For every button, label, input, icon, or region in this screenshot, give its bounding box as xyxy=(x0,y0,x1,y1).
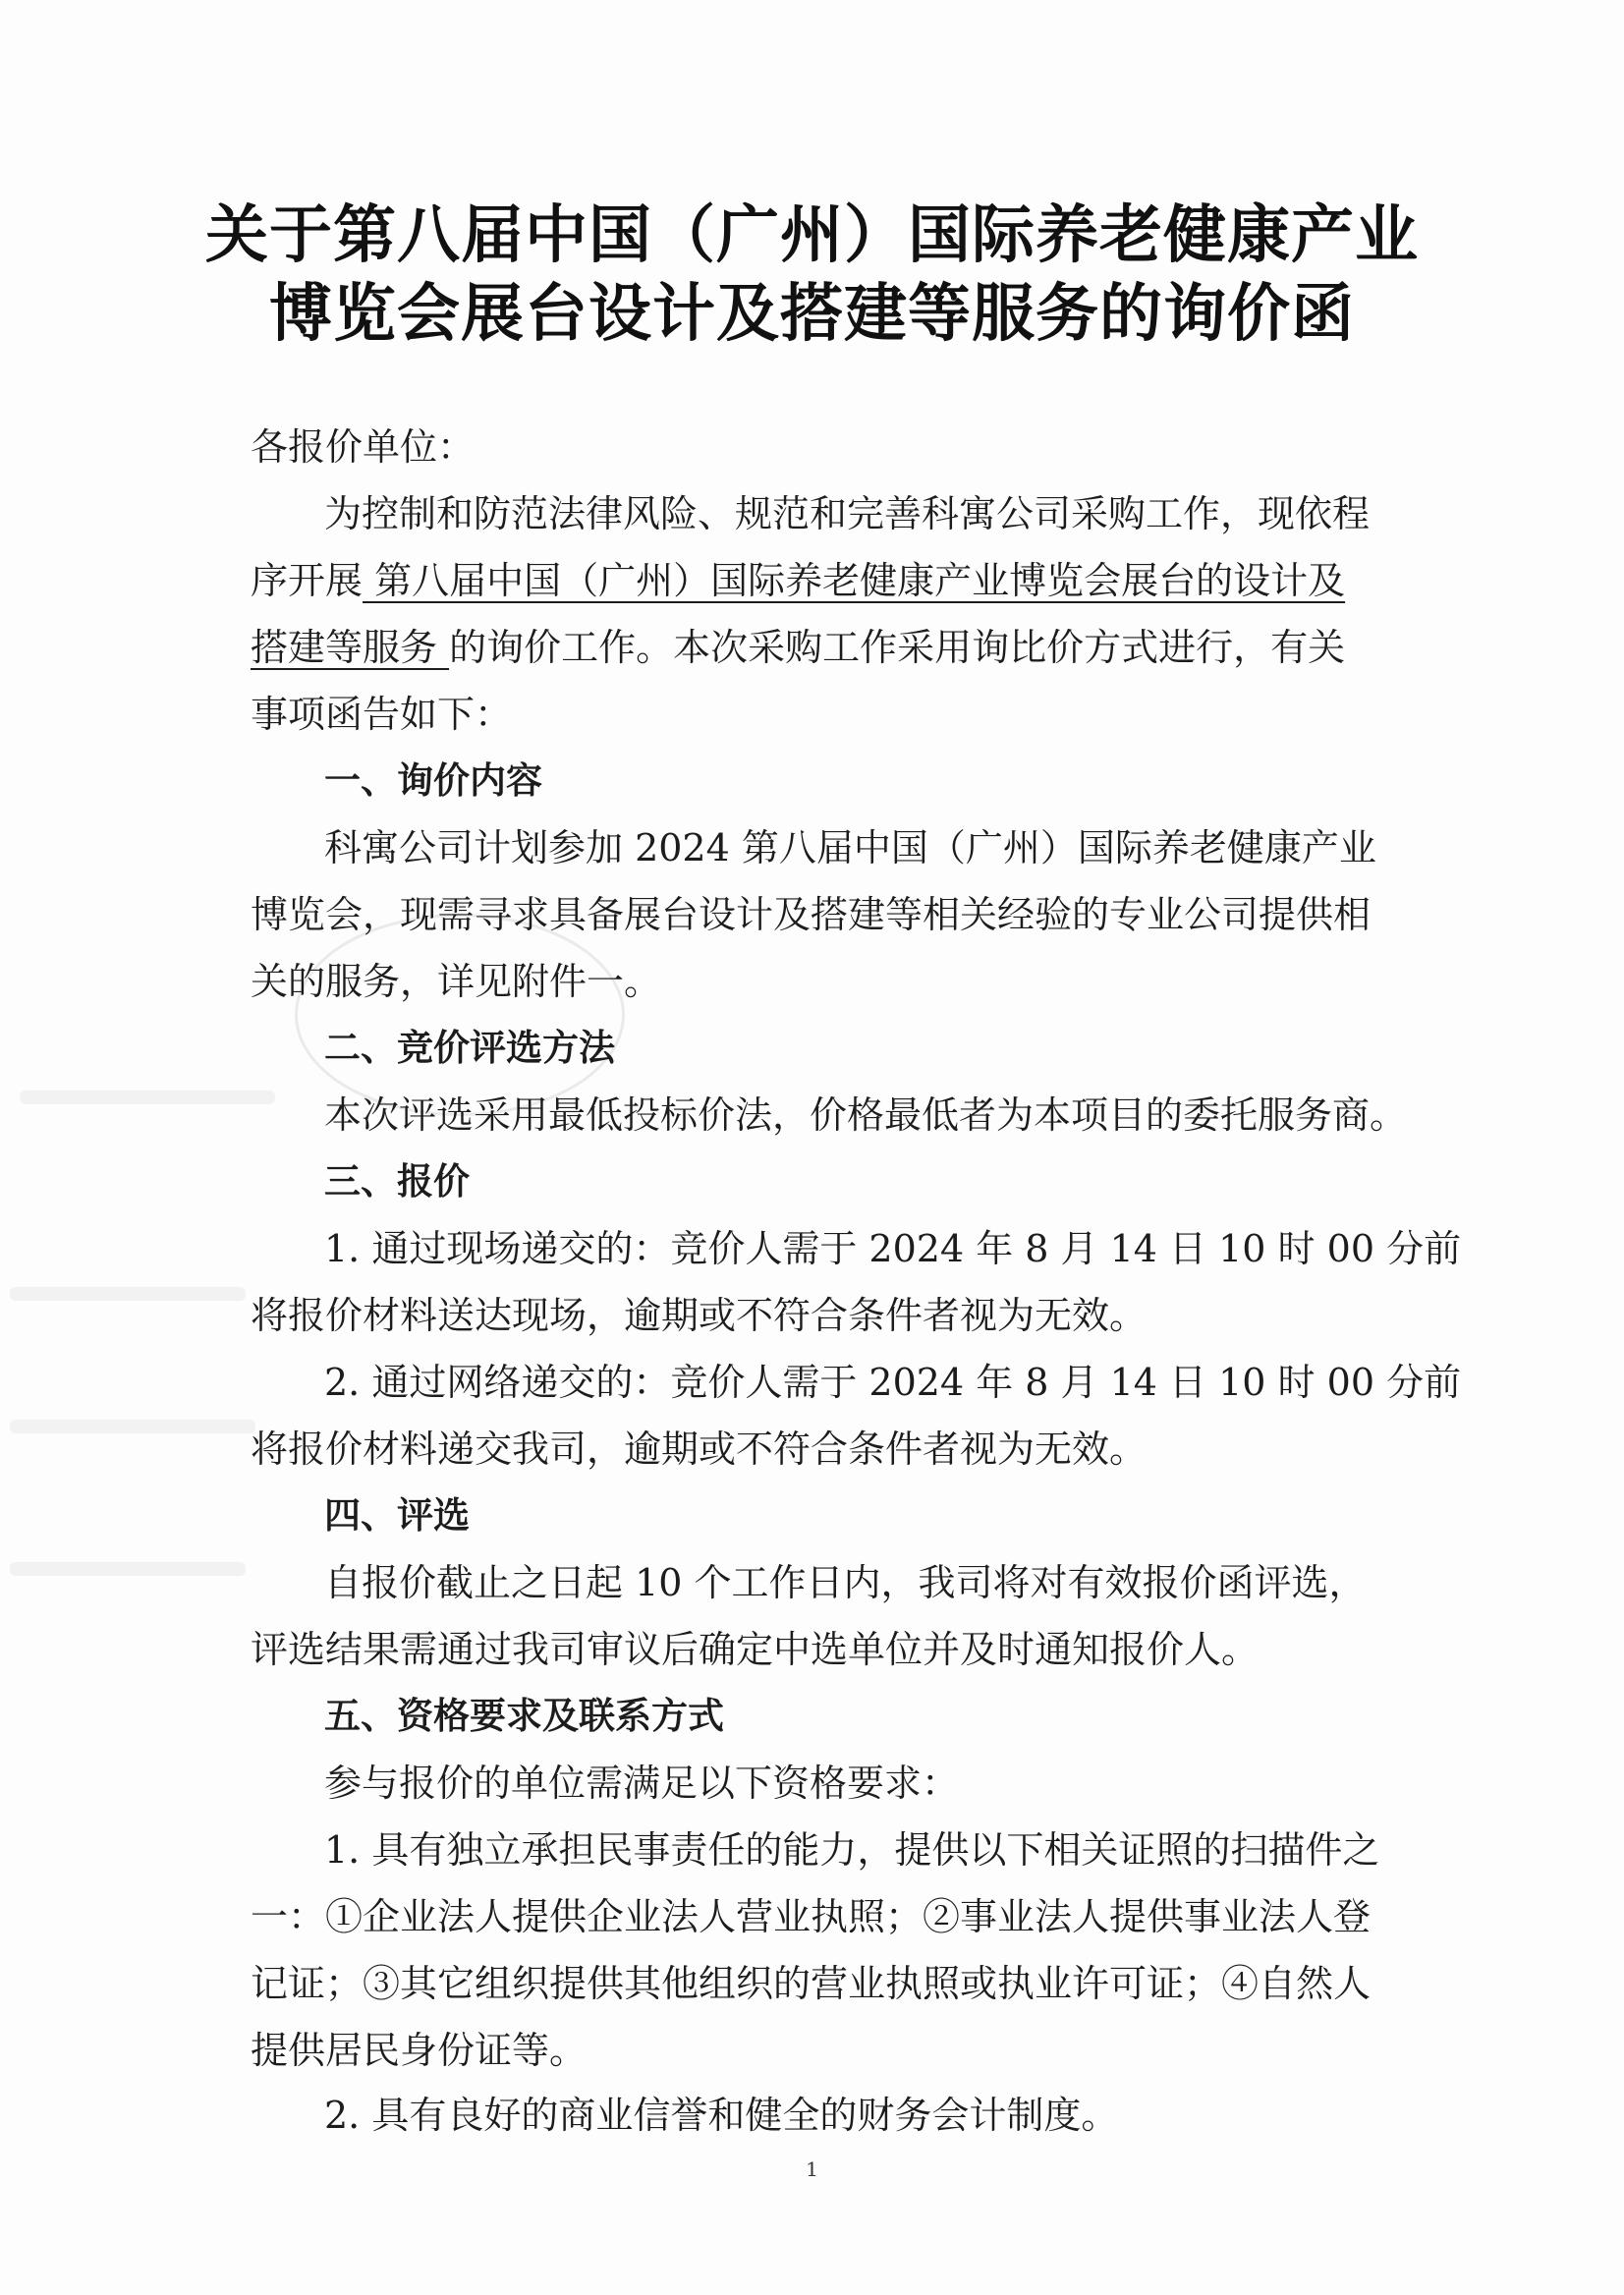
document-title-line-2: 博览会展台设计及搭建等服务的询价函 xyxy=(269,278,1355,351)
bleed-through-mark xyxy=(20,1091,275,1104)
section-heading: 二、竞价评选方法 xyxy=(324,1027,615,1069)
intro-line: 为控制和防范法律风险、规范和完善科寓公司采购工作，现依程 xyxy=(324,492,1371,535)
body-line: 一：①企业法人提供企业法人营业执照；②事业法人提供事业法人登 xyxy=(251,1895,1372,1938)
faint-stamp-mark xyxy=(295,914,625,1116)
document-title-line-1: 关于第八届中国（广州）国际养老健康产业 xyxy=(205,199,1419,272)
body-line: 科寓公司计划参加 2024 第八届中国（广州）国际养老健康产业 xyxy=(324,826,1376,869)
bleed-through-mark xyxy=(10,1420,255,1433)
intro-text: 序开展 xyxy=(251,559,364,602)
bleed-through-mark xyxy=(10,1287,246,1301)
intro-line xyxy=(251,623,1390,672)
intro-text: 的询价工作。本次采购工作采用询比价方式进行，有关 xyxy=(449,626,1346,669)
body-line: 提供居民身份证等。 xyxy=(251,2029,588,2072)
section-heading: 一、询价内容 xyxy=(324,759,542,802)
bleed-through-mark xyxy=(10,1562,246,1576)
body-line: 评选结果需通过我司审议后确定中选单位并及时通知报价人。 xyxy=(251,1628,1260,1671)
intro-line: 事项函告如下： xyxy=(251,693,513,736)
project-name-underlined: 第八届中国（广州）国际养老健康产业博览会展台的设计及 xyxy=(363,559,1346,602)
body-line: 1. 具有独立承担民事责任的能力，提供以下相关证照的扫描件之 xyxy=(324,1828,1380,1872)
body-line: 自报价截止之日起 10 个工作日内，我司将对有效报价函评选， xyxy=(324,1561,1367,1604)
intro-line xyxy=(251,556,1390,605)
salutation: 各报价单位： xyxy=(251,425,476,469)
body-line: 1. 通过现场递交的：竞价人需于 2024 年 8 月 14 日 10 时 00 分前 xyxy=(324,1227,1462,1270)
page-number: 1 xyxy=(806,2157,818,2181)
project-name-underlined: 搭建等服务 xyxy=(251,626,450,669)
section-heading: 三、报价 xyxy=(324,1160,470,1203)
body-line: 记证；③其它组织提供其他组织的营业执照或执业许可证；④自然人 xyxy=(251,1962,1372,2005)
body-line: 博览会，现需寻求具备展台设计及搭建等相关经验的专业公司提供相 xyxy=(251,893,1372,936)
body-line: 参与报价的单位需满足以下资格要求： xyxy=(324,1762,960,1805)
body-line: 将报价材料送达现场，逾期或不符合条件者视为无效。 xyxy=(251,1294,1148,1337)
body-line: 关的服务，详见附件一。 xyxy=(251,960,662,1003)
body-line: 本次评选采用最低投标价法，价格最低者为本项目的委托服务商。 xyxy=(324,1093,1408,1137)
section-heading: 四、评选 xyxy=(324,1494,470,1537)
section-heading: 五、资格要求及联系方式 xyxy=(324,1695,724,1737)
body-line: 2. 具有良好的商业信誉和健全的财务会计制度。 xyxy=(324,2094,1119,2137)
body-line: 将报价材料递交我司，逾期或不符合条件者视为无效。 xyxy=(251,1427,1148,1471)
body-line: 2. 通过网络递交的：竞价人需于 2024 年 8 月 14 日 10 时 00 分前 xyxy=(324,1361,1462,1404)
